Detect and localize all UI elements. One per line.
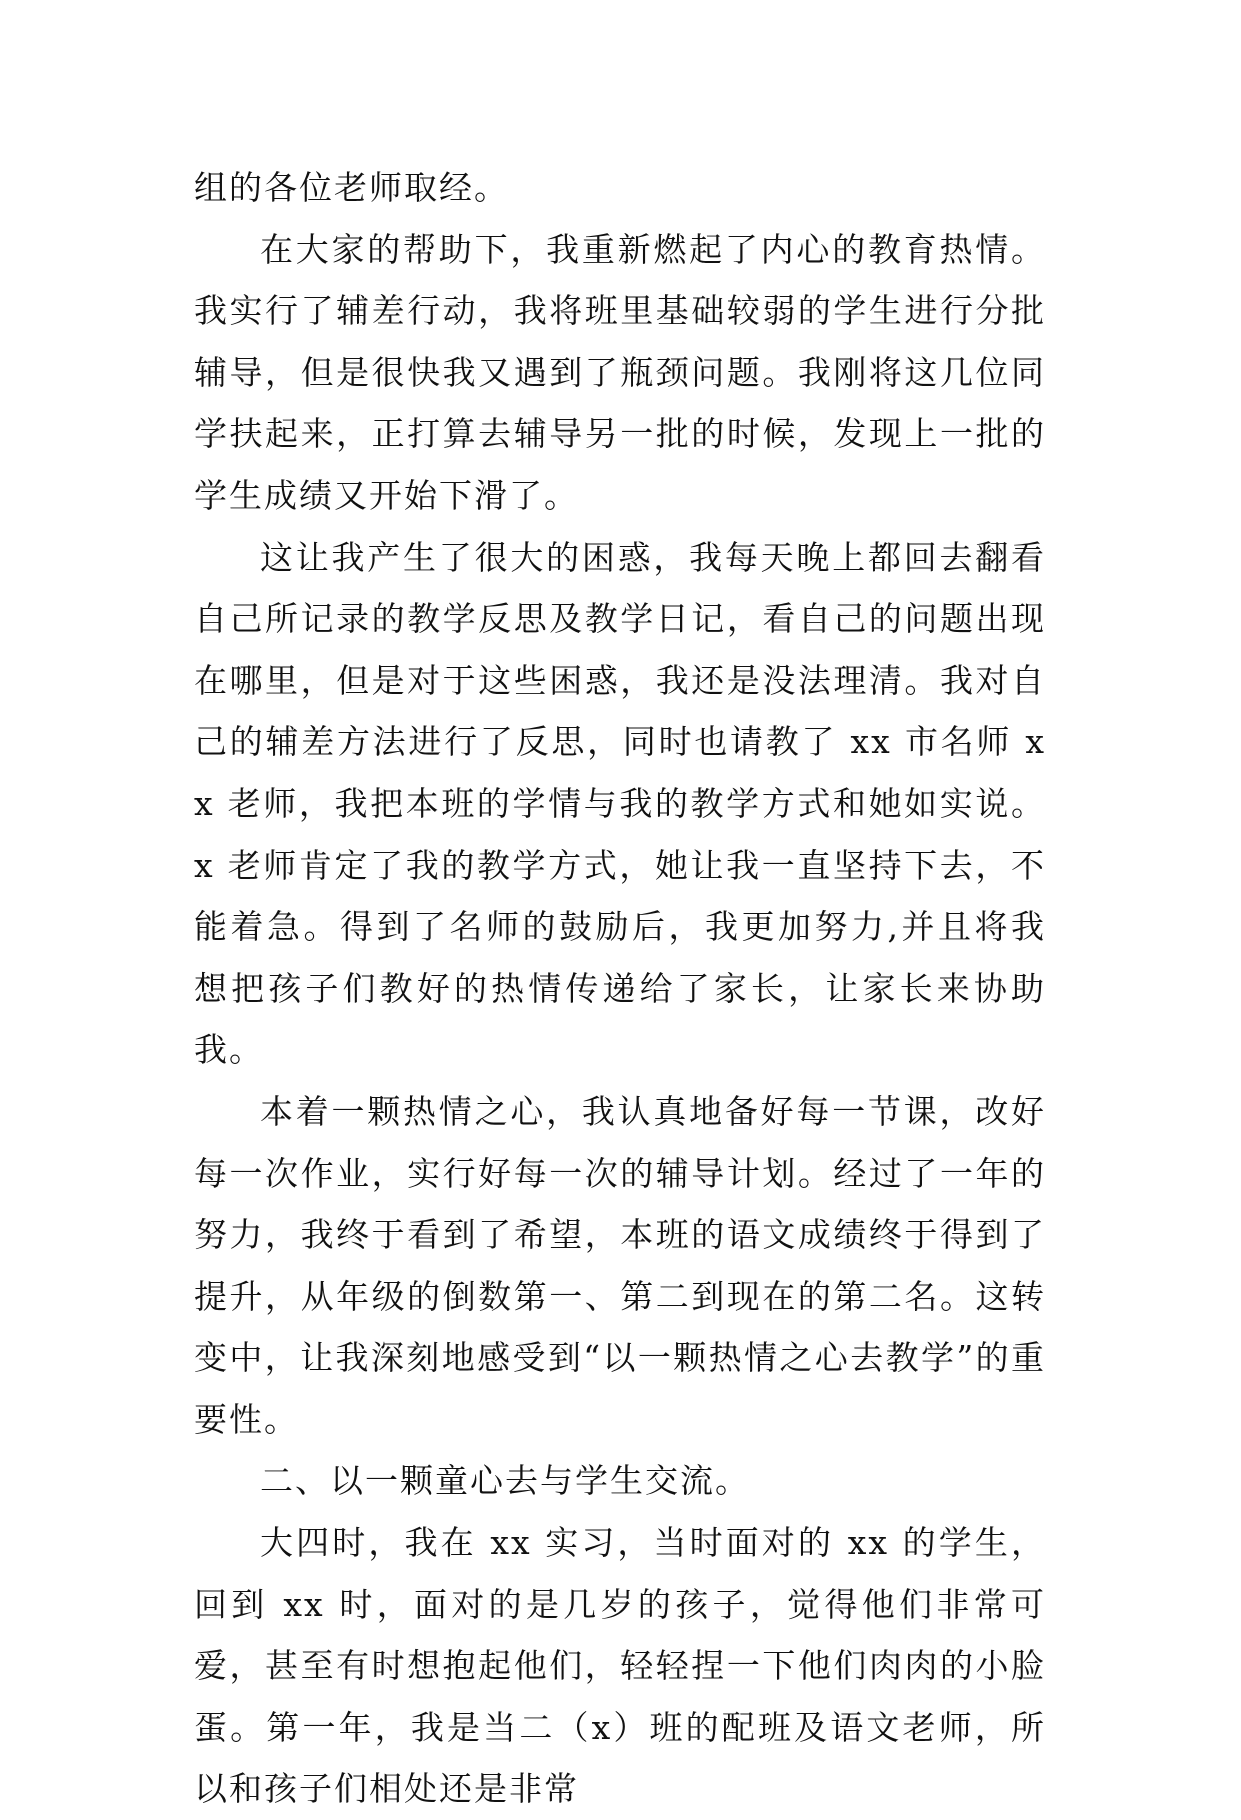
paragraph-1: 组的各位老师取经。	[194, 168, 509, 207]
section-heading: 二、以一颗童心去与学生交流。	[260, 1461, 750, 1501]
paragraph-5: 大四时，我在 xx 实习，当时面对的 xx 的学生，回到 xx 时，面对的是几岁的孩子，觉得他们非常可爱，甚至有时想抱起他们，轻轻捏一下他们肉肉的小脸蛋。第一年，我是当二（x）班的配班及语文老师，所以和孩子们相处还是非常	[194, 1523, 1046, 1809]
paragraph-4: 本着一颗热情之心，我认真地备好每一节课，改好每一次作业，实行好每一次的辅导计划。经过了一年的努力，我终于看到了希望，本班的语文成绩终于得到了提升，从年级的倒数第一、第二到现在的第二名。这转变中，让我深刻地感受到“以一颗热情之心去教学”的重要性。	[194, 1091, 1046, 1439]
body-text	[194, 157, 1046, 1820]
paragraph-3: 这让我产生了很大的困惑，我每天晚上都回去翻看自己所记录的教学反思及教学日记，看自己的问题出现在哪里，但是对于这些困惑，我还是没法理清。我对自己的辅差方法进行了反思，同时也请教了 xx 市名师 xx 老师，我把本班的学情与我的教学方式和她如实说。x 老师肯定了我的教学方式，她让我一直坚持下去，不能着急。得到了名师的鼓励后，我更加努力,并且将我想把孩子们教好的热情传递给了家长，让家长来协助我。	[194, 537, 1046, 1070]
paragraph-2: 在大家的帮助下，我重新燃起了内心的教育热情。我实行了辅差行动，我将班里基础较弱的学生进行分批辅导，但是很快我又遇到了瓶颈问题。我刚将这几位同学扶起来，正打算去辅导另一批的时候，发现上一批的学生成绩又开始下滑了。	[194, 229, 1046, 515]
